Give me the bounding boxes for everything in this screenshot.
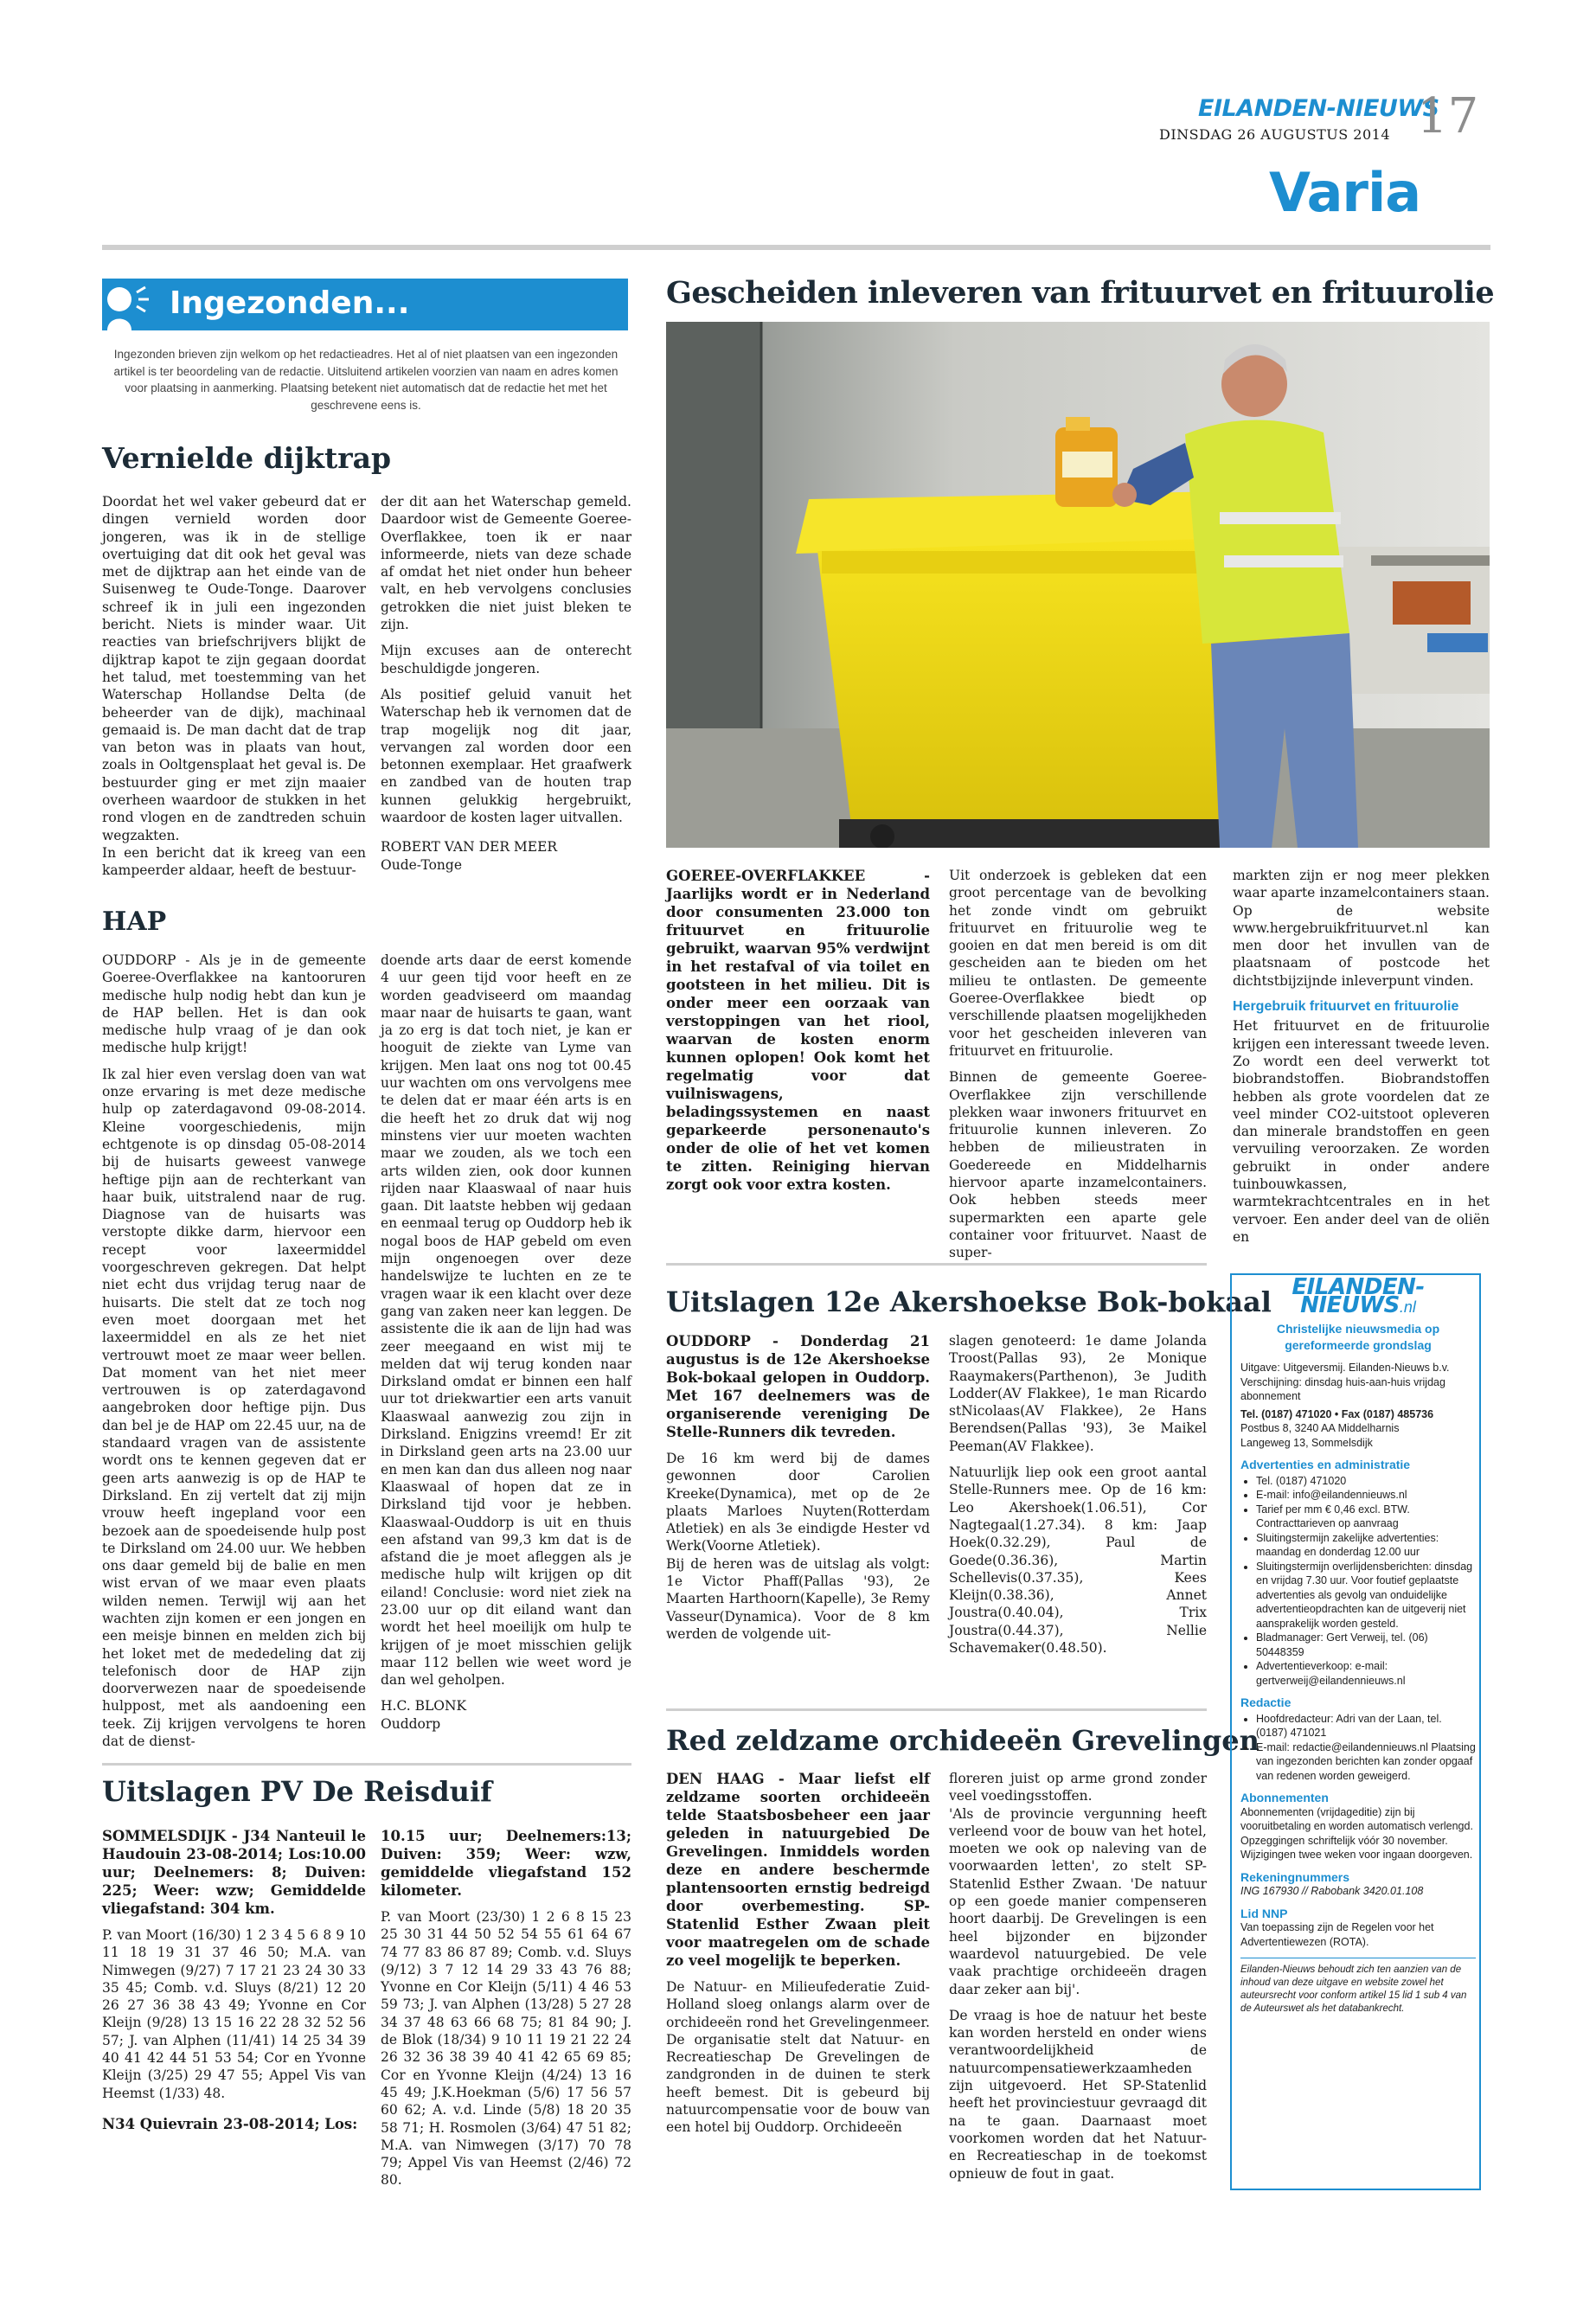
colophon-logo-suffix: .nl	[1399, 1298, 1416, 1316]
reisduif-top-rule	[102, 1763, 631, 1766]
colophon-tagline: Christelijke nieuwsmedia op gereformeerde grondslag	[1276, 1322, 1440, 1352]
dijktrap-p1: der dit aan het Waterschap gemeld. Daardoor wist de Gemeente Goeree-Overflakkee, toen ik er naar informeerde, niets van deze schade af omdat het niet onder hun beheer valt, en heb vervolgens conclusies getrokken die niet juist bleken te zijn.	[381, 494, 631, 633]
orchideeen-p4: De vraag is hoe de natuur het beste kan worden hersteld en onder wiens verantwoordelijkheid de natuurcompensatiewerkzaamheden zijn uitgevoerd. Het SP-Statenlid heeft het provinciestuur gevraagd dit na te gaan. Daarnaast moet voorkomen worden dat het Natuur- en Recreatieschap in de toekomst opnieuw de fout in gaat.	[949, 2007, 1207, 2182]
orchideeen-lead: DEN HAAG - Maar liefst elf zeldzame soorten orchideeën telde Staatsbosbeheer een jaar geleden in natuurgebied De Grevelingen. Inmiddels worden deze en andere beschermde plantensoorten ernstig bedreigd door overbemesting. SP-Statenlid Esther Zwaan pleit voor maatregelen om de schade zo veel mogelijk te beperken.	[666, 1771, 930, 1969]
colophon-adv-item: • Advertentieverkoop: e-mail: gertverweij@eilandennieuws.nl	[1256, 1659, 1476, 1688]
hap-p3: doende arts daar de eerst komende 4 uur geen tijd voor heeft en ze worden geadviseerd om maandag maar naar de huisarts te gaan, want ja zo erg is dat toch niet, je kan er hooguit de ziekte van Lyme van krijgen. Men laat ons nog tot 00.45 uur wachten om ons vervolgens mee te delen dat er maar één arts is en die heeft het zo druk dat wij nog minstens vier uur moeten wachten maar we zouden, als we toch een arts wilden zien, ook door kunnen rijden naar Klaaswaal of naar huis gaan. Dit laatste hebben wij gedaan en eenmaal terug op Ouddorp heb ik nogal boos de HAP gebeld om even mijn ongenoegen over deze handelswijze te luchten en ze te vragen waar ik een klacht over deze gang van zaken neer kan leggen. De assistente die ik aan de lijn had was zeer meegaand en wist mij te melden dat wij terug konden naar Dirksland omdat er binnen een half uur tot driekwartier een arts vanuit Klaaswaal aanwezig zou zijn in Dirksland. Enigzins vreemd! Er zit in Dirksland geen arts na 23.00 uur en men kan dan dus alleen nog naar Klaaswaal of hopen dat ze in Dirksland tijd voor je hebben. Klaaswaal-Ouddorp is uit en thuis een afstand van 99,3 km dat is de afstand die je moet afleggen als je medische hulp wilt krijgen op dit eiland! Conclusie: word niet ziek na 23.00 uur op dit eiland want dan wordt het heel moeilijk om hulp te krijgen of je moet misschien gelijk maar 112 bellen wie weet word je dan wel geholpen.	[381, 952, 631, 1689]
page-number: 17	[1417, 88, 1479, 144]
dijktrap-p3: Als positief geluid vanuit het Waterschap heb ik vernomen dat de trap mogelijk nog dit jaar, vervangen zal worden door een betonnen exemplaar. Het graafwerk en zandbed van de houten trap kunnen gelukkig hergebruikt, waardoor de kosten lager uitvallen.	[381, 686, 631, 826]
frituur-subhead: Hergebruik frituurvet en frituurolie	[1233, 999, 1459, 1015]
dijktrap-place: Oude-Tonge	[381, 856, 463, 873]
colophon-nnp-head: Lid NNP	[1240, 1906, 1288, 1920]
reisduif-headline: Uitslagen PV De Reisduif	[102, 1775, 492, 1808]
frituur-lead: GOEREE-OVERFLAKKEE - Jaarlijks wordt er in Nederland door consumenten 23.000 ton frituurvet en frituurolie gebruikt, waarvan 95% verdwijnt in het restafval of via toilet en gootsteen in het milieu. Dit is onder meer een oorzaak van verstoppingen van het riool, waarvan de kosten enorm kunnen oplopen! Ook komt het regelmatig voor dat vuilniswagens, beladingssystemen en naast geparkeerde personenauto's onder de olie of het vet komen te zitten. Reiniging hiervan zorgt ook voor extra kosten.	[666, 868, 930, 1193]
section-title: Varia	[1269, 161, 1421, 224]
orchideeen-col2	[949, 1770, 1207, 2191]
ingezonden-intro: Ingezonden brieven zijn welkom op het redactieadres. Het al of niet plaatsen van een ingezonden artikel is ter beoordeling van de redactie. Uitsluitend artikelen voorzien van naam en adres komen voor plaatsing in aanmerking. Plaatsing betekent niet automatisch dat de redactie het met het geschrevene eens is.	[113, 348, 619, 412]
frituur-p2: Binnen de gemeente Goeree-Overflakkee zijn verschillende plekken waar inwoners frituurvet en frituurolie kunnen inleveren. Zo hebben de milieustraten in Goedereede en Middelharnis hiervoor aparte inzamelcontainers. Ook hebben steeds meer supermarkten een aparte gele container voor frituurvet. Naast de super-	[949, 1069, 1207, 1261]
orchideeen-col1	[666, 1770, 930, 2145]
colophon-disclaimer: Eilanden-Nieuws behoudt zich ten aanzien van de inhoud van deze uitgave en website zowel het auteursrecht voor conform artikel 15 lid 1 sub 4 van de Auteurswet als het databankrecht.	[1240, 1965, 1467, 2014]
masthead-logo: EILANDEN-NIEUWS	[1198, 95, 1439, 122]
colophon-adv-item: • Tel. (0187) 471020	[1256, 1474, 1476, 1489]
colophon-address1: Postbus 8, 3240 AA Middelharnis	[1240, 1422, 1400, 1434]
colophon-adv-head: Advertenties en administratie	[1240, 1458, 1411, 1471]
hap-headline: HAP	[102, 907, 167, 937]
colophon-logo: EILANDEN-NIEUWS	[1292, 1274, 1425, 1318]
bokbokaal-top-rule	[666, 1263, 1207, 1266]
colophon-adv-item: • Tarief per mm € 0,46 excl. BTW. Contracttarieven op aanvraag	[1256, 1503, 1476, 1531]
frituur-p4: Het frituurvet en de frituurolie krijgen een interessant tweede leven. Zo wordt een deel verwerkt tot biobrandstoffen. Biobrandstoffen hebben als grote voordelen dat ze veel minder CO2-uitstoot opleveren dan minerale brandstoffen en geen vervuiling veroorzaken. Ze worden gebruikt in onder andere tuinbouwkassen, warmtekrachtcentrales en in het vervoer. Een ander deel van de oliën en	[1233, 1018, 1490, 1245]
dijktrap-col1: Doordat het wel vaker gebeurd dat er dingen vernield worden door jongeren, was ik in de stellige overtuiging dat dit ook het geval was met de dijktrap aan het einde van de Suisenweg te Oude-Tonge. Daarover schreef ik in juli een ingezonden bericht. Niets is minder waar. Uit reacties van briefschrijvers blijkt de dijktrap kapot te zijn gegaan doordat het talud, met toestemming van het Waterschap Hollandse Delta (de beheerder van de dijk), machinaal gemaaid is. De man dacht dat de trap van beton was in plaats van hout, zoals in Ooltgensplaat het geval is. De bestuurder ging er met zijn maaier overheen waardoor de stukken in het rond vlogen en de zandtreden schuin wegzakten. In een bericht dat ik kreeg van een kampeerder aldaar, heeft de bestuur-	[102, 494, 366, 879]
hap-place: Ouddorp	[381, 1715, 441, 1732]
colophon-uitgave: Uitgave: Uitgeversmij. Eilanden-Nieuws b.v.	[1240, 1362, 1450, 1374]
reisduif-body1: P. van Moort (16/30) 1 2 3 4 5 6 8 9 10 11 18 19 31 37 46 50; M.A. van Nimwegen (9/27) 7 17 21 23 24 30 33 35 45; Comb. v.d. Sluys (8/21) 12 20 26 27 36 38 43 49; Yvonne en Cor Kleijn (9/28) 13 15 16 22 28 32 52 56 57; J. van Alphen (11/41) 14 25 34 39 40 41 42 44 51 53 54; Cor en Yvonne Kleijn (3/25) 29 47 55; Appel Vis van Heemst (1/33) 48.	[102, 1927, 366, 2101]
dijktrap-col2	[381, 493, 631, 874]
colophon-verschijning: Verschijning: dinsdag huis-aan-huis vrijdag abonnement	[1240, 1375, 1445, 1402]
frituur-col2	[949, 867, 1207, 1271]
orchideeen-p3: floreren juist op arme grond zonder veel voedingsstoffen. 'Als de provincie vergunning heeft verleend voor de bouw van het hotel, moeten we ook op naleving van de voorwaarden letten', zo stelt SP-Statenlid Esther Zwaan. 'De natuur op een goede manier compenseren hoort daarbij. De Grevelingen is een heel bijzonder en bijzonder waardevol natuurgebied. De vele vaak prachtige orchideeën dragen daar zeker aan bij'.	[949, 1771, 1207, 1997]
colophon-nnp-text: Van toepassing zijn de Regelen voor het Advertentiewezen (ROTA).	[1240, 1921, 1434, 1948]
colophon-adv-item: • Sluitingstermijn overlijdensberichten: dinsdag en vrijdag 7.30 uur. Voor foutief geplaatste advertenties als gevolg van onduidelijke advertentieopdrachten kan de uitgeverij niet aansprakelijk worden gesteld.	[1256, 1560, 1476, 1631]
hap-signature: H.C. BLONK	[381, 1698, 467, 1715]
reisduif-lead2: 10.15 uur; Deelnemers:13; Duiven: 359; Weer: wzw, gemiddelde vliegafstand 152 kilometer.	[381, 1828, 631, 1899]
orchideeen-top-rule	[666, 1708, 1207, 1711]
bokbokaal-p4: Natuurlijk liep ook een groot aantal Stelle-Runners mee. Op de 16 km: Leo Akershoek(1.06.51), Cor Nagtegaal(1.27.34). 8 km: Jaap Hoek(0.32.29), Paul de Goede(0.36.36), Martin Schellevis(0.37.35), Kees Kleijn(0.38.36), Annet Joustra(0.40.04), Trix Joustra(0.44.37), Nellie Schavemaker(0.48.50).	[949, 1465, 1207, 1657]
reisduif-body2: P. van Moort (23/30) 1 2 6 8 15 23 25 30 31 44 50 52 54 55 61 64 67 74 77 83 86 87 89; Comb. v.d. Sluys (9/12) 3 7 12 14 29 33 43 76 88; Yvonne en Cor Kleijn (5/11) 4 46 53 59 73; J. van Alphen (13/28) 5 27 28 34 37 48 63 66 68 75; 81 84 90; J. de Blok (18/34) 9 10 11 19 21 22 24 26 32 36 38 39 40 41 42 65 69 85; Cor en Yvonne Kleijn (4/24) 13 16 45 49; J.K.Hoekman (5/6) 17 56 57 60 62; A. v.d. Linde (5/8) 18 20 35 58 71; H. Rosmolen (3/64) 47 51 82; M.A. van Nimwegen (3/17) 70 78 79; Appel Vis van Heemst (2/46) 72 80.	[381, 1909, 631, 2189]
colophon-red-item: • E-mail: redactie@eilandennieuws.nl Plaatsing van ingezonden berichten kan zonder opgaaf van redenen worden geweigerd.	[1256, 1740, 1476, 1784]
ingezonden-title: Ingezonden...	[170, 285, 410, 321]
header-rule	[102, 245, 1490, 250]
colophon-address2: Langeweg 13, Sommelsdijk	[1240, 1436, 1373, 1449]
frituur-col1	[666, 867, 930, 1202]
speaker-icon	[102, 280, 156, 332]
dijktrap-signature: ROBERT VAN DER MEER	[381, 839, 558, 856]
bokbokaal-lead: OUDDORP - Donderdag 21 augustus is de 12e Akershoekse Bok-bokaal gelopen in Ouddorp. Met 167 deelnemers was de organiserende vereniging De Stelle-Runners dik tevreden.	[666, 1333, 930, 1440]
colophon-abo-head: Abonnementen	[1240, 1791, 1329, 1804]
hap-col2	[381, 952, 631, 1733]
bokbokaal-headline: Uitslagen 12e Akershoekse Bok-bokaal	[666, 1285, 1272, 1318]
frituur-p3: markten zijn er nog meer plekken waar aparte inzamelcontainers staan. Op de website www.hergebruikfrituurvet.nl kan men door het invullen van de plaatsnaam of postcode het dichtstbijzijnde inleverpunt vinden.	[1233, 868, 1490, 989]
frituur-p1: Uit onderzoek is gebleken dat een groot percentage van de bevolking het zonde vindt om gebruikt frituurvet en frituurolie weg te gooien en dat men bereid is om dit gescheiden aan te bieden om het milieu te ontlasten. De gemeente Goeree-Overflakkee biedt op verschillende plaatsen mogelijkheden voor het gescheiden inleveren van frituurvet en frituurolie.	[949, 868, 1207, 1059]
reisduif-col2	[381, 1827, 631, 2198]
reisduif-tail: N34 Quievrain 23-08-2014; Los:	[102, 2115, 358, 2132]
colophon-adv-item: • E-mail: info@eilandennieuws.nl	[1256, 1488, 1476, 1503]
hap-col1	[102, 952, 366, 1759]
colophon-adv-item: • Bladmanager: Gert Verweij, tel. (06) 50448359	[1256, 1631, 1476, 1659]
colophon-red-list	[1240, 1712, 1476, 1784]
ingezonden-banner	[102, 279, 628, 330]
bokbokaal-col1	[666, 1332, 930, 1651]
orchideeen-headline: Red zeldzame orchideeën Grevelingen	[666, 1724, 1259, 1757]
colophon-rek-text: ING 167930 // Rabobank 3420.01.108	[1240, 1885, 1424, 1897]
bokbokaal-p3: slagen genoteerd: 1e dame Jolanda Troost(Pallas 93), 2e Monique Raaymakers(Parthenon), 3e Judith Lodder(AV Flakkee), 1e man Ricardo stNicolaas(AV Flakkee), 2e Hans Berendsen(Pallas '93), 3e Maikel Peeman(AV Flakkee).	[949, 1333, 1207, 1454]
colophon-box	[1230, 1273, 1481, 2190]
colophon-tel: Tel. (0187) 471020 • Fax (0187) 485736	[1240, 1407, 1434, 1420]
colophon-adv-list	[1240, 1474, 1476, 1689]
issue-date: DINSDAG 26 AUGUSTUS 2014	[1159, 126, 1390, 143]
dijktrap-p2: Mijn excuses aan de onterecht beschuldigde jongeren.	[381, 643, 631, 676]
hap-p2: Ik zal hier even verslag doen van wat onze ervaring is met deze medische hulp op zaterdagavond 09-08-2014. Kleine voorgeschiedenis, mijn echtgenote is op dinsdag 05-08-2014 bij de huisarts geweest vanwege heftige pijn aan de rechterkant van haar buik, uitstralend naar de rug. Diagnose van de huisarts was verstopte dikke darm, hiervoor een recept voor laxeermiddel voorgeschreven gekregen. Dat helpt niet echt dus vrijdag terug naar de huisarts. Die stelt dat ze toch nog even moet doorgaan met het laxeermiddel en als ze het niet vertrouwt moet ze maar weer bellen. Dat moment van het niet meer vertrouwen is op zaterdagavond aangebroken door heftige pijn. Dus dan bel je de HAP om 22.45 uur, na de standaard vragen van de assistente wordt ons te kennen gegeven dat er geen arts aanwezig is op de HAP te Dirksland. En zij vertelt dat zij mijn vrouw heeft ingepland voor een bezoek aan de spoedeisende hulp post te Dirksland om 24.00 uur. We hebben ons daar gemeld bij de balie en men wist ervan of we maar even plaats wilden nemen. Terwijl wij aan het wachten zijn komen er een jongen en een meisje binnen en melden zich bij het loket met de mededeling dat zij telefonisch door de HAP zijn doorverwezen naar de spoedeisende hulppost, met als aandoening een teek. Zij krijgen vervolgens te horen dat de dienst-	[102, 1066, 366, 1750]
reisduif-lead: SOMMELSDIJK - J34 Nanteuil le Haudouin 23-08-2014; Los:10.00 uur; Deelnemers: 8; Duiven: 225; Weer: wzw; Gemiddelde vliegafstand: 304 km.	[102, 1828, 366, 1917]
frituur-photo	[666, 322, 1490, 848]
reisduif-col1	[102, 1827, 366, 2142]
colophon-red-item: • Hoofdredacteur: Adri van der Laan, tel. (0187) 471021	[1256, 1712, 1476, 1740]
bokbokaal-col2	[949, 1332, 1207, 1665]
colophon-red-head: Redactie	[1240, 1695, 1292, 1709]
bokbokaal-p2: De 16 km werd bij de dames gewonnen door Carolien Kreeke(Dynamica), met op de 2e plaats Marloes Nuyten(Rotterdam Atletiek) en als 3e eindigde Hester vd Werk(Voorne Atletiek). Bij de heren was de uitslag als volgt: 1e Victor Phaff(Pallas '93), 2e Maarten Harthoorn(Kapelle), 3e Remy Vasseur(Dynamica). Voor de 8 km werden de volgende uit-	[666, 1451, 930, 1642]
dijktrap-headline: Vernielde dijktrap	[102, 441, 392, 475]
colophon-adv-item: • Sluitingstermijn zakelijke advertenties: maandag en donderdag 12.00 uur	[1256, 1531, 1476, 1560]
frituur-col3	[1233, 867, 1490, 1254]
colophon-abo-text: Abonnementen (vrijdageditie) zijn bij vooruitbetaling en worden automatisch verlengd. Opzeggingen schriftelijk vóór 30 november. Wijzigingen twee weken voor ingaan doorgeven.	[1240, 1805, 1473, 1861]
hap-p1: OUDDORP - Als je in de gemeente Goeree-Overflakkee na kantooruren medische hulp nodig hebt dan kun je de HAP bellen. Het is dan ook medische hulp vraag of je dan ook medische hulp krijgt!	[102, 952, 366, 1056]
orchideeen-p2: De Natuur- en Milieufederatie Zuid-Holland sloeg onlangs alarm over de orchideeën rond het Grevelingenmeer. De organisatie stelt dat Natuur- en Recreatieschap De Grevelingen de zandgronden in de duinen te sterk heeft bemest. Dit is gebeurd bij natuurcompensatie voor de bouw van een hotel bij Ouddorp. Orchideeën	[666, 1979, 930, 2136]
frituur-headline: Gescheiden inleveren van frituurvet en frituurolie	[666, 275, 1495, 311]
colophon-rek-head: Rekeningnummers	[1240, 1869, 1350, 1884]
photo-illustration	[666, 322, 1490, 848]
reflective-vest	[1185, 420, 1349, 644]
